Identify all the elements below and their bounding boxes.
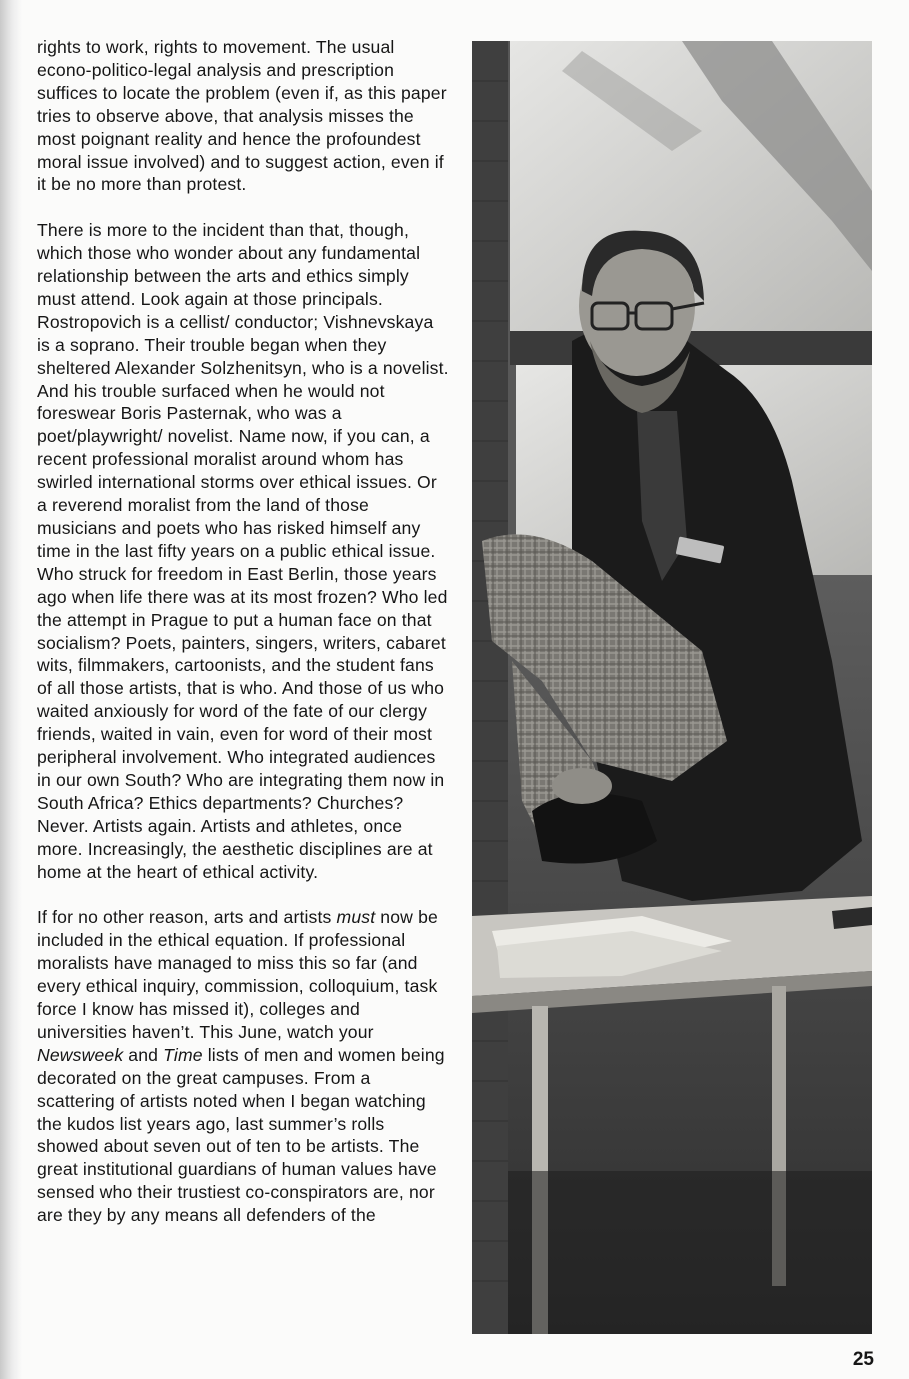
magazine-title-time: Time [163,1044,203,1065]
magazine-title-newsweek: Newsweek [37,1044,124,1065]
hand [552,768,612,804]
article-text-column [37,36,449,1250]
photo-illustration [472,41,872,1334]
emphasis-must: must [336,907,376,928]
brick-column [472,41,508,1334]
paragraph-2: There is more to the incident than that, though, which those who wonder about any fundamental relationship between the arts and ethics simply must attend. Look again at those principals. Rostropovich is a cellist/ conductor; Vishnevskaya is a soprano. Their trouble began when they sheltered Alexander Solzhenitsyn, who is a novelist. And his trouble surfaced when he would not foreswear Boris Pasternak, who was a poet/playwright/ novelist. Name now, if you can, a recent professional moralist around whom has swirled international storms over ethical issues. Or a reverend moralist from the land of those musicians and poets who has risked himself any time in the last fifty years on a public ethical issue. Who struck for freedom in East Berlin, those years ago when life there was at its most frozen? Who led the attempt in Prague to put a human face on that socialism? Poets, painters, singers, writers, cabaret wits, filmmakers, cartoonists, and the student fans of all those artists, that is who. And those of us who waited anxiously for word of the fate of our clergy friends, waited in vain, even for word of their most peripheral involvement. Who integrated audiences in our own South? Who are integrating them now in South Africa? Ethics departments? Churches? Never. Artists again. Artists and athletes, once more. Increasingly, the aesthetic disciplines are at home at the heart of ethical activity. [37,220,449,882]
page-edge-shadow [0,0,22,1379]
paragraph-3 [37,906,449,1227]
text-segment: now be included in the ethical equation. If professional moralists have managed to miss this so far (and every ethical inquiry, commission, colloquium, task force I know has missed it), colleges and universities haven’t. This June, watch your [37,907,438,1042]
floor-shadow [508,1171,872,1334]
text-segment: and [123,1044,164,1065]
text-segment: lists of men and women being decorated on the great campuses. From a scattering of artists noted when I began watching the kudos list years ago, last summer’s rolls showed about seven out of ten to be artists. The great institutional guardians of human values have sensed who their trustiest co-conspirators are, nor are they by any means all defenders of the [37,1044,445,1226]
page-number: 25 [852,1349,874,1370]
text-segment: If for no other reason, arts and artists [37,907,337,928]
photograph [472,41,872,1334]
paragraph-1: rights to work, rights to movement. The usual econo-politico-legal analysis and prescription suffices to locate the problem (even if, as this paper tries to observe above, that analysis misses the most poignant reality and hence the profoundest moral issue involved) and to suggest action, even if it be no more than protest. [37,37,447,195]
